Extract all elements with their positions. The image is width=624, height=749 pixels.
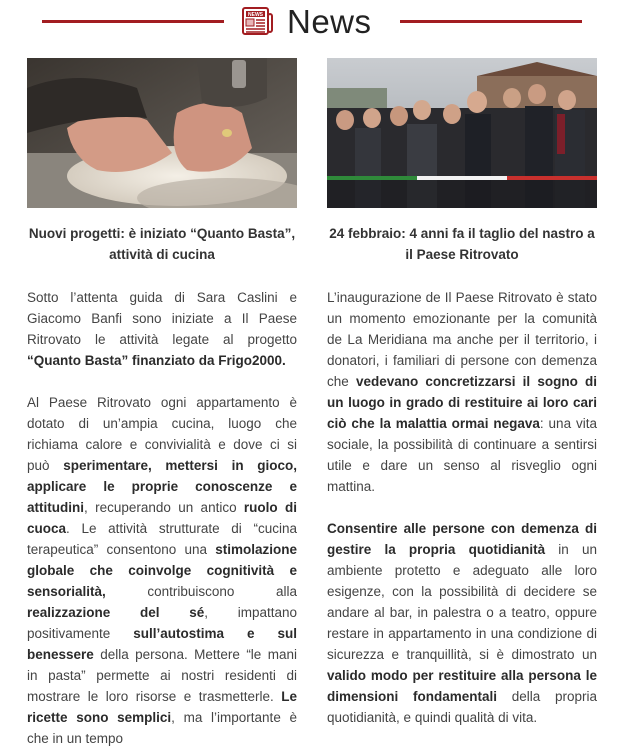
bold-text-run: sperimentare, mettersi in gioco, applicare le proprie conoscenze e attitudini [27,458,298,515]
article-right-paragraph-2 [327,518,597,728]
text-run: della propria quotidianità, e quindi qualità di vita. [327,689,598,725]
article-right [327,58,597,728]
bold-text-run: Consentire alle persone con demenza di gestire la propria quotidianità [327,521,597,557]
text-run: Al Paese Ritrovato ogni appartamento è dotato di un’ampia cucina, luogo che richiama calore e convivialità e dove ci si può [27,395,297,473]
bold-text-run: realizzazione del sé [27,605,205,620]
header-rule-left [42,20,224,23]
header-rule-right [400,20,582,23]
text-run: , ma l’importante è che in un tempo [27,710,298,746]
svg-text:NEWS: NEWS [248,12,263,18]
bold-text-run: ruolo di cuoca [27,500,297,536]
text-run: in un ambiente protetto e adeguato alle loro esigenze, con la possibilità di decidere se andare al bar, in palestra o a teatro, oppure restare in appartamento in una condizione di sicurezza e tranquillità, si è dimostrato un [327,542,597,662]
bold-text-run: sull’autostima e sul benessere [27,626,297,662]
ribbon-cutting-ceremony-photo[interactable] [327,58,597,208]
text-run: , impattano positivamente [27,605,297,641]
text-run: : una vita sociale, la possibilità di continuare a sentirsi utile e dare un senso al risveglio ogni mattina. [327,416,597,494]
article-left-headline[interactable]: Nuovi progetti: è iniziato “Quanto Basta”, attività di cucina [28,226,296,262]
article-left-paragraph-1 [27,287,297,371]
hands-kneading-dough-photo[interactable] [27,58,297,208]
article-right-headline[interactable]: 24 febbraio: 4 anni fa il taglio del nastro a il Paese Ritrovato [329,226,595,262]
text-run: L’inaugurazione de Il Paese Ritrovato è stato un momento emozionante per la comunità de La Meridiana ma anche per il territorio, i donatori, i familiari di persone con demenza che [327,290,597,389]
page-title: News [287,3,372,40]
text-run: . Le attività strutturate di “cucina terapeutica” consentono una [27,521,297,557]
text-run: Sotto l’attenta guida di Sara Caslini e Giacomo Banfi sono iniziate a Il Paese Ritrovato le attività legate al progetto [27,290,297,347]
bold-text-run: stimolazione globale che coinvolge cognitività e sensorialità, [27,542,297,599]
article-left [27,58,297,749]
text-run: della persona. Mettere “le mani in pasta” permette ai nostri residenti di mostrare le loro risorse e trasmetterle. [27,647,297,704]
bold-text-run: Le ricette sono semplici [27,689,297,725]
bold-text-run: valido modo per restituire alla persona le dimensioni fondamentali [327,668,597,704]
text-run: , recuperando un antico [84,500,244,515]
news-header [0,0,624,48]
bold-text-run: “Quanto Basta” finanziato da Frigo2000. [27,353,286,368]
text-run: contribuiscono alla [105,584,297,599]
newspaper-icon [240,5,274,37]
article-right-paragraph-1 [327,287,597,497]
bold-text-run: vedevano concretizzarsi il sogno di un luogo in grado di restituire ai loro cari ciò che la malattia ormai negava [327,374,597,431]
article-left-paragraph-2 [27,392,297,749]
